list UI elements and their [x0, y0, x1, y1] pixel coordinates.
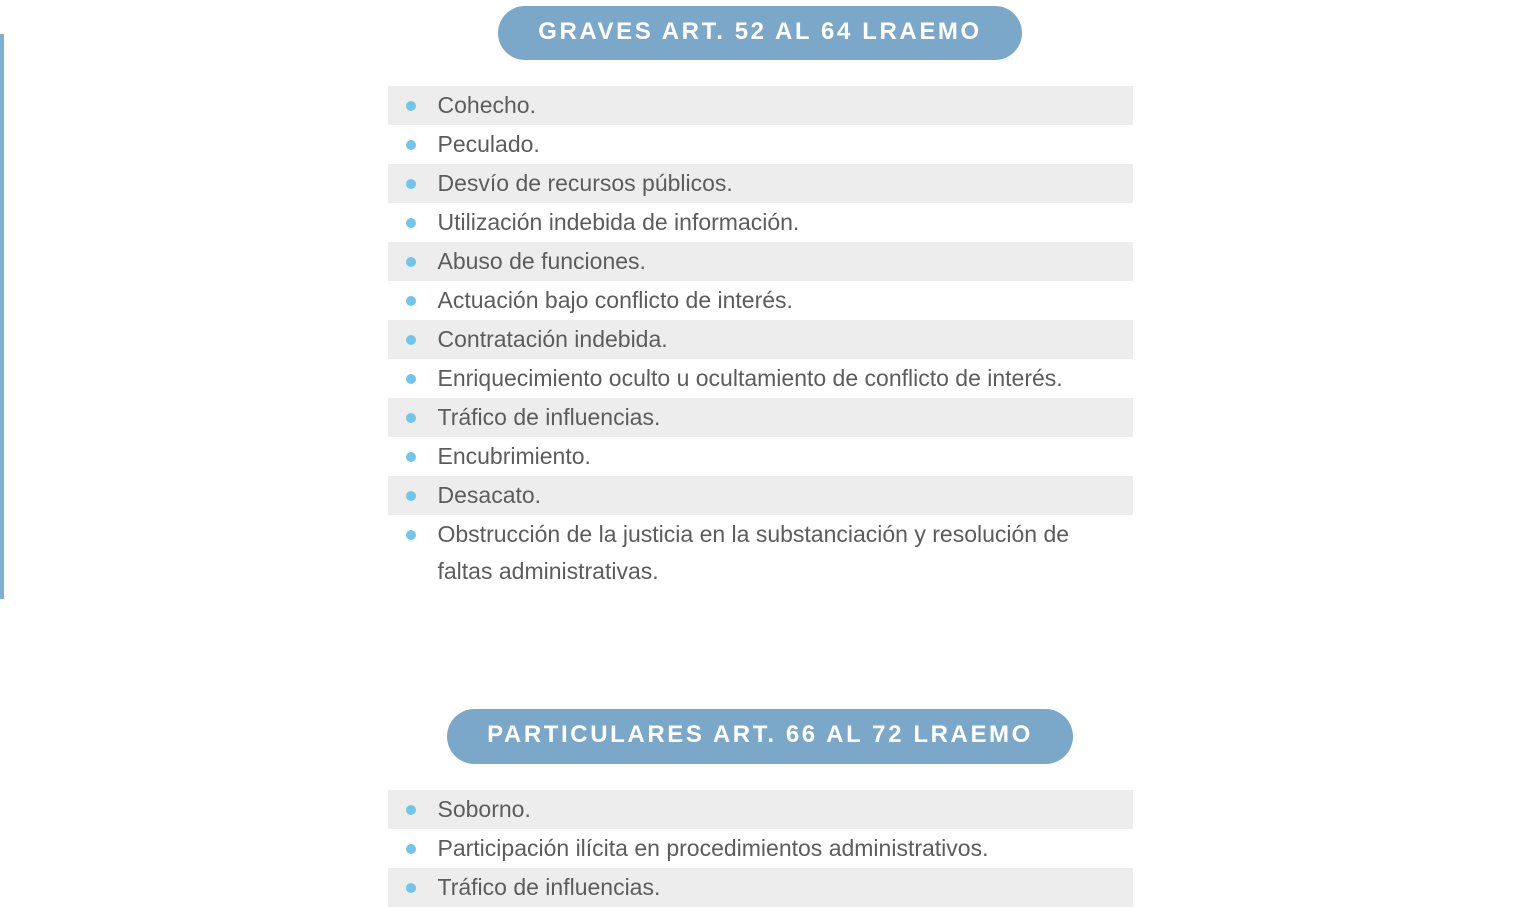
bullet-icon	[406, 257, 416, 267]
bullet-icon	[406, 530, 416, 540]
list-item-label: Tráfico de influencias.	[437, 873, 661, 900]
bullet-icon	[406, 452, 416, 462]
bullet-icon	[406, 883, 416, 893]
list-item-label: Desvío de recursos públicos.	[437, 170, 733, 197]
list-item-label: Peculado.	[437, 131, 540, 158]
list-item	[388, 203, 1133, 242]
list-graves	[388, 86, 1133, 591]
list-item-label: Participación ilícita en procedimientos administrativos.	[437, 834, 989, 861]
list-item-label: Cohecho.	[437, 92, 536, 119]
bullet-icon	[406, 335, 416, 345]
bullet-icon	[406, 140, 416, 150]
list-item	[388, 164, 1133, 203]
bullet-icon	[406, 491, 416, 501]
section-graves	[0, 6, 1520, 591]
list-item-label: Enriquecimiento oculto u ocultamiento de conflicto de interés.	[437, 365, 1063, 392]
list-item	[388, 320, 1133, 359]
list-item	[388, 359, 1133, 398]
list-item	[388, 868, 1133, 907]
list-item-label: Tráfico de influencias.	[437, 404, 661, 431]
bullet-icon	[406, 218, 416, 228]
list-item	[388, 829, 1133, 868]
section-heading-particulares: PARTICULARES ART. 66 AL 72 LRAEMO	[447, 709, 1073, 763]
bullet-icon	[406, 179, 416, 189]
list-item-label: Soborno.	[437, 795, 531, 822]
list-item-label: Utilización indebida de información.	[437, 209, 800, 236]
list-item	[388, 515, 1133, 591]
list-item	[388, 790, 1133, 829]
list-item	[388, 398, 1133, 437]
section-heading-wrap-graves	[0, 6, 1520, 60]
list-item-label: Encubrimiento.	[437, 443, 591, 470]
list-particulares	[388, 790, 1133, 907]
bullet-icon	[406, 101, 416, 111]
list-item	[388, 86, 1133, 125]
section-heading-wrap-particulares	[0, 709, 1520, 763]
list-item	[388, 476, 1133, 515]
list-item-label: Actuación bajo conflicto de interés.	[437, 287, 793, 314]
list-item	[388, 242, 1133, 281]
list-item	[388, 281, 1133, 320]
bullet-icon	[406, 844, 416, 854]
list-item-label: Contratación indebida.	[437, 326, 668, 353]
bullet-icon	[406, 413, 416, 423]
bullet-icon	[406, 296, 416, 306]
list-item-label: Obstrucción de la justicia en la substanciación y resolución de faltas administrativas.	[437, 521, 1070, 585]
list-item-label: Desacato.	[437, 482, 542, 509]
list-item	[388, 437, 1133, 476]
list-item-label: Abuso de funciones.	[437, 248, 646, 275]
section-heading-graves: GRAVES ART. 52 AL 64 LRAEMO	[498, 6, 1022, 60]
section-particulares	[0, 709, 1520, 906]
bullet-icon	[406, 374, 416, 384]
bullet-icon	[406, 805, 416, 815]
list-item	[388, 125, 1133, 164]
